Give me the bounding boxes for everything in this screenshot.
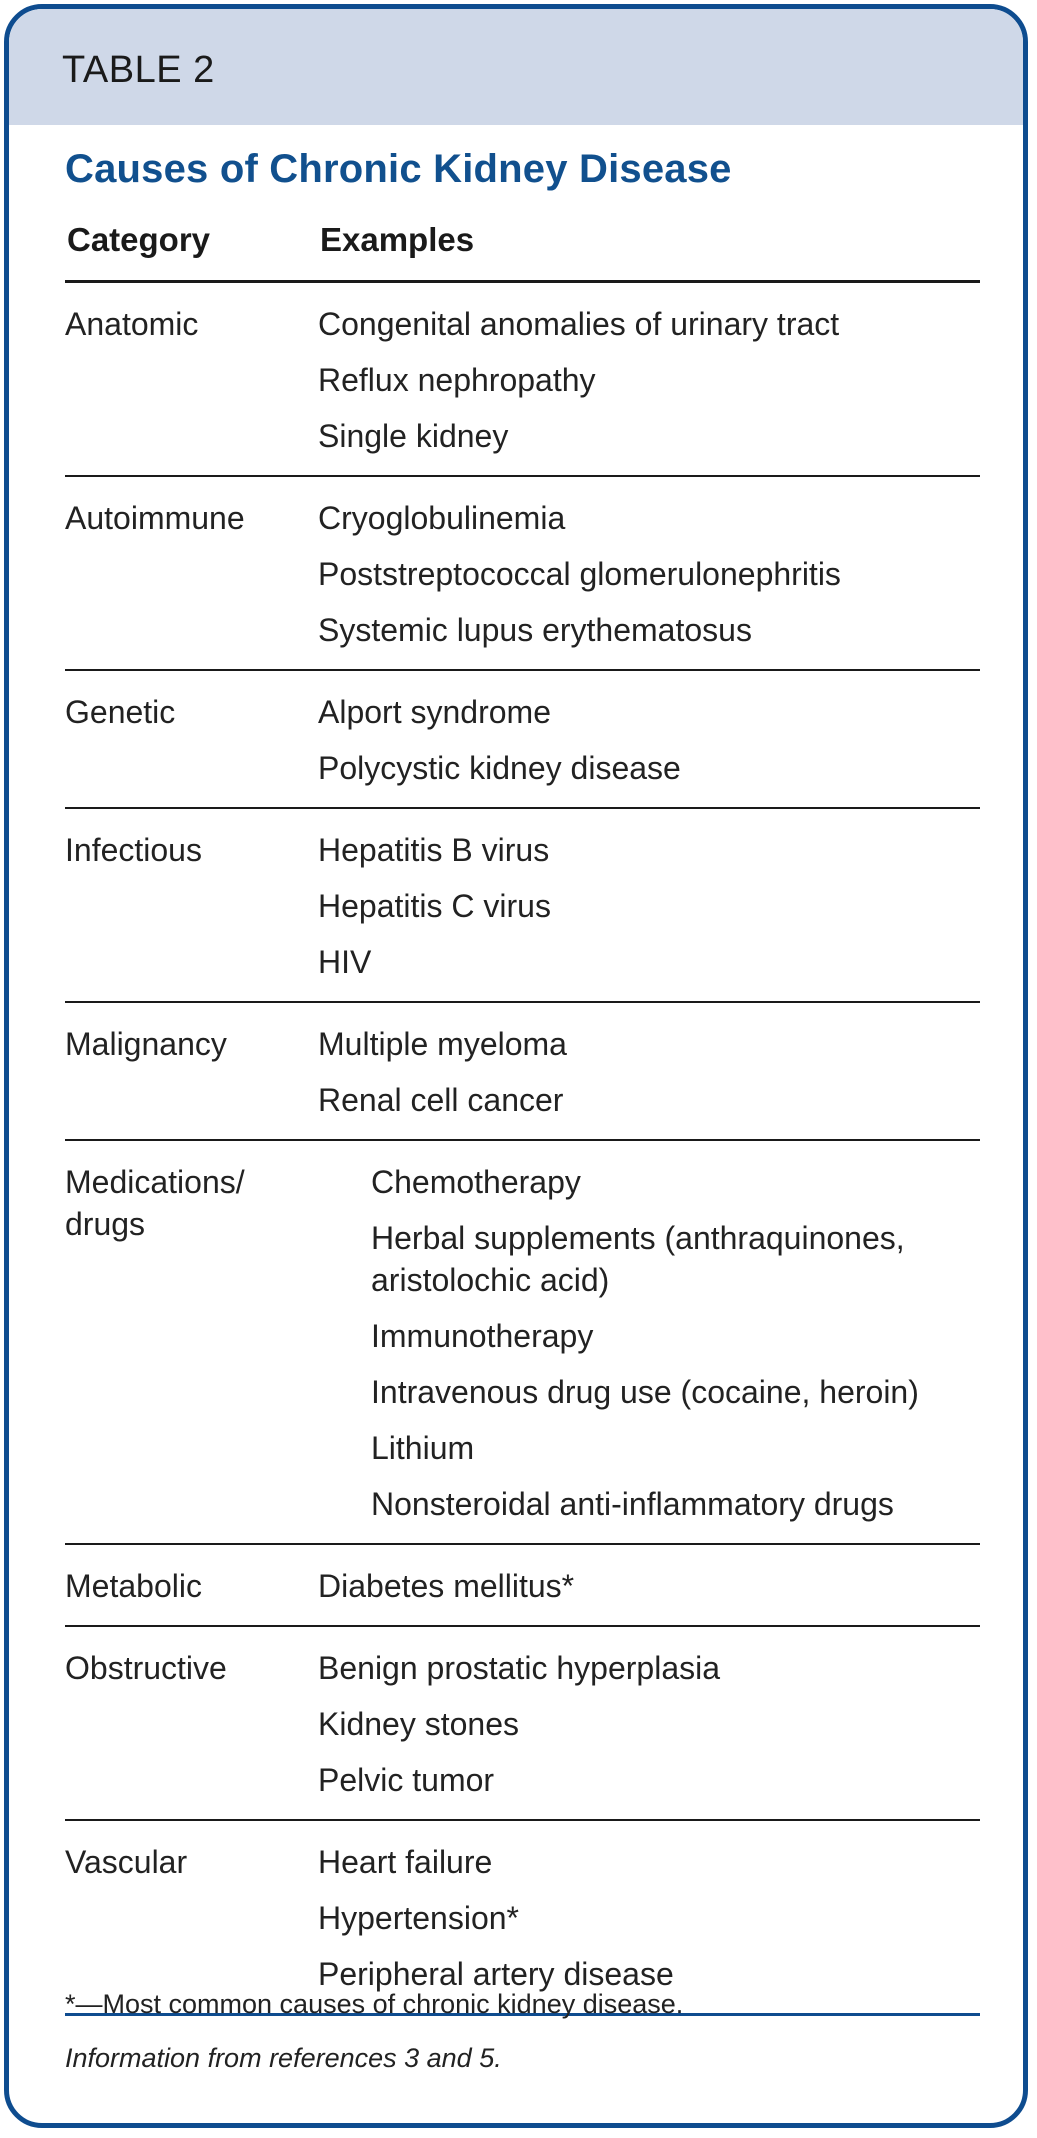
- example-item: Hypertension*: [318, 1900, 519, 1936]
- example-item: Peripheral artery disease: [318, 1956, 674, 1992]
- table-row: [65, 477, 980, 671]
- examples-cell: [318, 497, 980, 651]
- table-row: [65, 1141, 980, 1545]
- table-header-band: [9, 9, 1023, 125]
- table-card: [4, 4, 1028, 2128]
- table-label: TABLE 2: [62, 49, 215, 91]
- example-item: Herbal supplements (anthraquinones, aristolochic acid): [371, 1220, 905, 1298]
- examples-cell: [318, 829, 980, 983]
- category-cell: Autoimmune: [65, 500, 245, 536]
- example-item: Pelvic tumor: [318, 1762, 495, 1798]
- examples-cell: [318, 1647, 980, 1801]
- category-cell: Anatomic: [65, 306, 199, 342]
- example-item: Congenital anomalies of urinary tract: [318, 306, 840, 342]
- table-row: [65, 1003, 980, 1141]
- example-item: Lithium: [371, 1430, 475, 1466]
- example-item: Chemotherapy: [371, 1164, 581, 1200]
- examples-cell: [318, 1565, 980, 1607]
- example-item: Poststreptococcal glomerulonephritis: [318, 556, 841, 592]
- example-item: Systemic lupus erythematosus: [318, 612, 752, 648]
- table-row: [65, 809, 980, 1003]
- examples-cell: [371, 1161, 980, 1525]
- example-item: Nonsteroidal anti-inflammatory drugs: [371, 1486, 894, 1522]
- table-body: [65, 283, 980, 2016]
- example-item: Polycystic kidney disease: [318, 750, 681, 786]
- example-item: Hepatitis B virus: [318, 832, 550, 868]
- category-cell: Vascular: [65, 1844, 188, 1880]
- footnote: *—Most common causes of chronic kidney disease.: [65, 1989, 684, 2019]
- example-item: Hepatitis C virus: [318, 888, 551, 924]
- category-cell: Genetic: [65, 694, 176, 730]
- column-headers: [65, 221, 980, 283]
- examples-cell: [318, 1023, 980, 1121]
- category-cell: Metabolic: [65, 1568, 202, 1604]
- example-item: Benign prostatic hyperplasia: [318, 1650, 721, 1686]
- example-item: Diabetes mellitus*: [318, 1568, 575, 1604]
- category-cell: Infectious: [65, 832, 202, 868]
- examples-cell: [318, 303, 980, 457]
- example-item: Alport syndrome: [318, 694, 551, 730]
- category-cell: Medications/ drugs: [65, 1164, 245, 1242]
- example-item: Immunotherapy: [371, 1318, 594, 1354]
- example-item: Single kidney: [318, 418, 509, 454]
- table-row: [65, 671, 980, 809]
- example-item: Multiple myeloma: [318, 1026, 567, 1062]
- table-row: [65, 1627, 980, 1821]
- example-item: Intravenous drug use (cocaine, heroin): [371, 1374, 919, 1410]
- examples-cell: [318, 1841, 980, 1995]
- table-row: [65, 1821, 980, 2016]
- examples-cell: [318, 691, 980, 789]
- table-row: [65, 1545, 980, 1627]
- table-row: [65, 283, 980, 477]
- column-header-category: Category: [67, 221, 211, 258]
- example-item: Cryoglobulinemia: [318, 500, 566, 536]
- source-note: Information from references 3 and 5.: [65, 2043, 502, 2073]
- category-cell: Obstructive: [65, 1650, 227, 1686]
- table-title: Causes of Chronic Kidney Disease: [65, 147, 732, 191]
- category-cell: Malignancy: [65, 1026, 227, 1062]
- example-item: Kidney stones: [318, 1706, 520, 1742]
- example-item: Heart failure: [318, 1844, 493, 1880]
- example-item: Reflux nephropathy: [318, 362, 596, 398]
- example-item: HIV: [318, 944, 372, 980]
- column-header-examples: Examples: [320, 221, 475, 258]
- example-item: Renal cell cancer: [318, 1082, 564, 1118]
